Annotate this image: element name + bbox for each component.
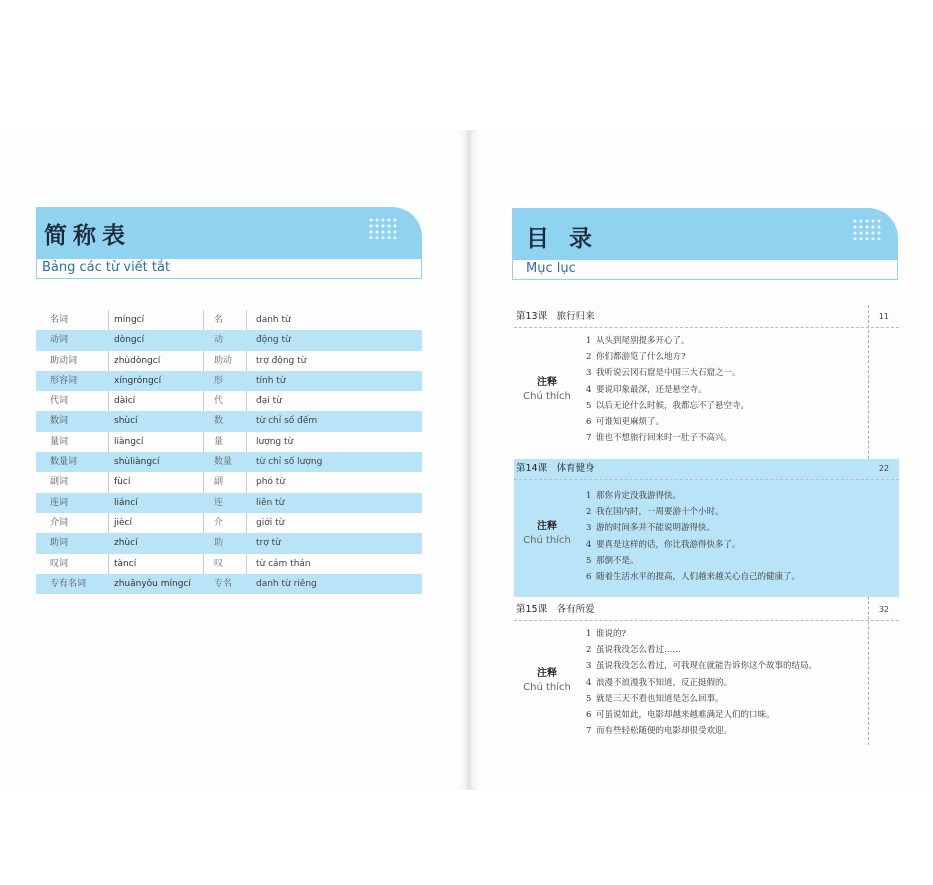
vietnamese-term: liên từ <box>256 497 285 508</box>
page-title: 目 录 <box>526 226 599 252</box>
pinyin: fùcí <box>114 477 131 488</box>
abbreviation: 名 <box>214 315 224 325</box>
pinyin: zhùcí <box>114 538 138 549</box>
note-item: 2 你们都游览了什么地方? <box>586 352 686 363</box>
note-item: 1 谁说的? <box>586 629 627 639</box>
note-list <box>586 488 800 585</box>
chinese-term: 数词 <box>50 416 69 427</box>
chinese-term: 叹词 <box>50 558 69 569</box>
note-item: 6 可虽说如此，电影却越来越难满足人们的口味。 <box>586 710 775 721</box>
note-label-vi: Chú thích <box>523 391 571 402</box>
chinese-term: 形容词 <box>50 375 78 386</box>
table-row <box>36 330 422 350</box>
page-number: 11 <box>878 312 889 321</box>
vietnamese-term: phó từ <box>256 477 286 488</box>
abbreviation: 数 <box>214 416 224 427</box>
vietnamese-term: tính từ <box>256 375 286 386</box>
pinyin: tàncí <box>114 558 137 569</box>
lesson-body <box>514 480 899 597</box>
vietnamese-term: trợ động từ <box>256 355 307 366</box>
page-title: 简称表 <box>44 223 131 249</box>
chinese-term: 助词 <box>50 538 69 549</box>
note-item: 4 要说印象最深，还是悬空寺。 <box>586 384 707 395</box>
note-item: 3 游的时间多并不能说明游得快。 <box>586 523 716 534</box>
vietnamese-term: danh từ <box>256 315 291 325</box>
chinese-term: 名词 <box>50 315 69 325</box>
table-row <box>36 452 422 472</box>
note-item: 5 就是三天不看也知道是怎么回事。 <box>586 693 724 704</box>
page-subtitle: Mục lục <box>526 261 576 276</box>
table-of-contents <box>514 307 899 750</box>
pinyin: zhùdòngcí <box>114 355 161 366</box>
abbreviation: 助动 <box>214 355 233 366</box>
abbreviation: 介 <box>214 517 224 528</box>
lesson-13[interactable] <box>514 307 899 459</box>
lesson-heading[interactable] <box>514 307 899 328</box>
note-label-zh: 注释 <box>537 377 557 388</box>
abbreviation-table <box>36 310 422 594</box>
vietnamese-term: động từ <box>256 335 291 346</box>
note-label <box>514 376 580 404</box>
note-item: 4 浪漫不浪漫我不知道，反正挺假的。 <box>586 677 733 688</box>
abbreviation: 数量 <box>214 457 233 468</box>
note-item: 1 从头到尾别提多开心了。 <box>586 336 690 346</box>
vietnamese-term: từ cảm thán <box>256 558 311 569</box>
note-item: 7 谁也不想旅行回来时一肚子不高兴。 <box>586 433 733 444</box>
lesson-body <box>514 621 899 750</box>
abbreviation: 专名 <box>214 578 233 589</box>
pinyin: míngcí <box>114 315 145 325</box>
note-label <box>514 667 580 695</box>
abbreviation-header <box>36 207 422 279</box>
note-item: 4 要真是这样的话，你比我游得快多了。 <box>586 539 741 550</box>
lesson-title: 第14课 体育健身 <box>516 463 595 474</box>
chinese-term: 连词 <box>50 497 69 508</box>
note-label-zh: 注释 <box>537 521 557 532</box>
table-row <box>36 391 422 411</box>
note-label <box>514 520 580 548</box>
page-subtitle: Bảng các từ viết tắt <box>42 260 171 275</box>
note-item: 2 虽说我没怎么看过…… <box>586 645 682 656</box>
table-row <box>36 411 422 431</box>
vietnamese-term: từ chỉ số đếm <box>256 416 318 427</box>
table-row <box>36 472 422 492</box>
table-row <box>36 432 422 452</box>
note-item: 5 那倒不是。 <box>586 555 639 566</box>
dot-pattern-icon <box>368 217 398 239</box>
chinese-term: 副词 <box>50 477 69 488</box>
note-list <box>586 333 749 446</box>
pinyin: dòngcí <box>114 335 145 346</box>
abbreviation: 形 <box>214 375 224 386</box>
note-label-vi: Chú thích <box>523 535 571 546</box>
chinese-term: 助动词 <box>50 355 78 366</box>
note-label-vi: Chú thích <box>523 682 571 693</box>
abbreviation: 量 <box>214 436 224 447</box>
abbreviation: 助 <box>214 538 224 549</box>
table-row <box>36 310 422 330</box>
lesson-heading[interactable] <box>514 600 899 621</box>
abbreviation: 代 <box>214 396 224 407</box>
lesson-title: 第15课 各有所爱 <box>516 604 595 615</box>
pinyin: liàngcí <box>114 436 144 447</box>
abbreviation: 叹 <box>214 558 224 569</box>
chinese-term: 介词 <box>50 517 69 528</box>
note-item: 6 可谁知更麻烦了。 <box>586 417 665 428</box>
pinyin: shùliàngcí <box>114 457 160 468</box>
table-row <box>36 371 422 391</box>
pinyin: shùcí <box>114 416 138 427</box>
note-item: 2 我在国内时，一周要游十个小时。 <box>586 507 724 518</box>
pinyin: zhuānyǒu míngcí <box>114 578 191 589</box>
table-row <box>36 351 422 371</box>
chinese-term: 代词 <box>50 396 69 407</box>
chinese-term: 量词 <box>50 436 69 447</box>
table-row <box>36 574 422 594</box>
pinyin: dàicí <box>114 396 136 407</box>
vietnamese-term: từ chỉ số lượng <box>256 457 323 468</box>
chinese-term: 动词 <box>50 335 69 346</box>
table-row <box>36 533 422 553</box>
abbreviation: 连 <box>214 497 224 508</box>
lesson-body <box>514 328 899 459</box>
lesson-15[interactable] <box>514 600 899 750</box>
abbreviation: 副 <box>214 477 224 488</box>
note-item: 3 虽说我没怎么看过，可我现在就能告诉你这个故事的结局。 <box>586 661 818 672</box>
vietnamese-term: trợ từ <box>256 538 281 549</box>
vietnamese-term: lượng từ <box>256 436 294 447</box>
table-row <box>36 493 422 513</box>
chinese-term: 专有名词 <box>50 578 87 589</box>
note-item: 5 以后无论什么时候，我都忘不了悬空寺。 <box>586 400 750 411</box>
note-item: 3 我听说云冈石窟是中国三大石窟之一。 <box>586 368 741 379</box>
page-number: 22 <box>878 464 889 473</box>
lesson-heading[interactable] <box>514 459 899 480</box>
pinyin: xíngróngcí <box>114 375 162 386</box>
contents-header <box>512 208 898 280</box>
vietnamese-term: danh từ riêng <box>256 578 317 589</box>
pinyin: jiècí <box>114 517 132 528</box>
abbreviation: 动 <box>214 335 224 346</box>
lesson-title: 第13课 旅行归来 <box>516 311 595 322</box>
table-row <box>36 554 422 574</box>
lesson-14[interactable] <box>514 459 899 597</box>
page-number: 32 <box>878 605 889 614</box>
note-item: 6 随着生活水平的提高，人们越来越关心自己的健康了。 <box>586 572 801 583</box>
note-item: 1 那你肯定没我游得快。 <box>586 491 682 501</box>
chinese-term: 数量词 <box>50 457 78 468</box>
note-list <box>586 626 817 739</box>
vietnamese-term: giới từ <box>256 517 285 528</box>
note-item: 7 而有些轻松随便的电影却很受欢迎。 <box>586 726 733 737</box>
pinyin: liáncí <box>114 497 138 508</box>
table-row <box>36 513 422 533</box>
vietnamese-term: đại từ <box>256 396 282 407</box>
note-label-zh: 注释 <box>537 668 557 679</box>
dot-pattern-icon <box>852 218 882 240</box>
